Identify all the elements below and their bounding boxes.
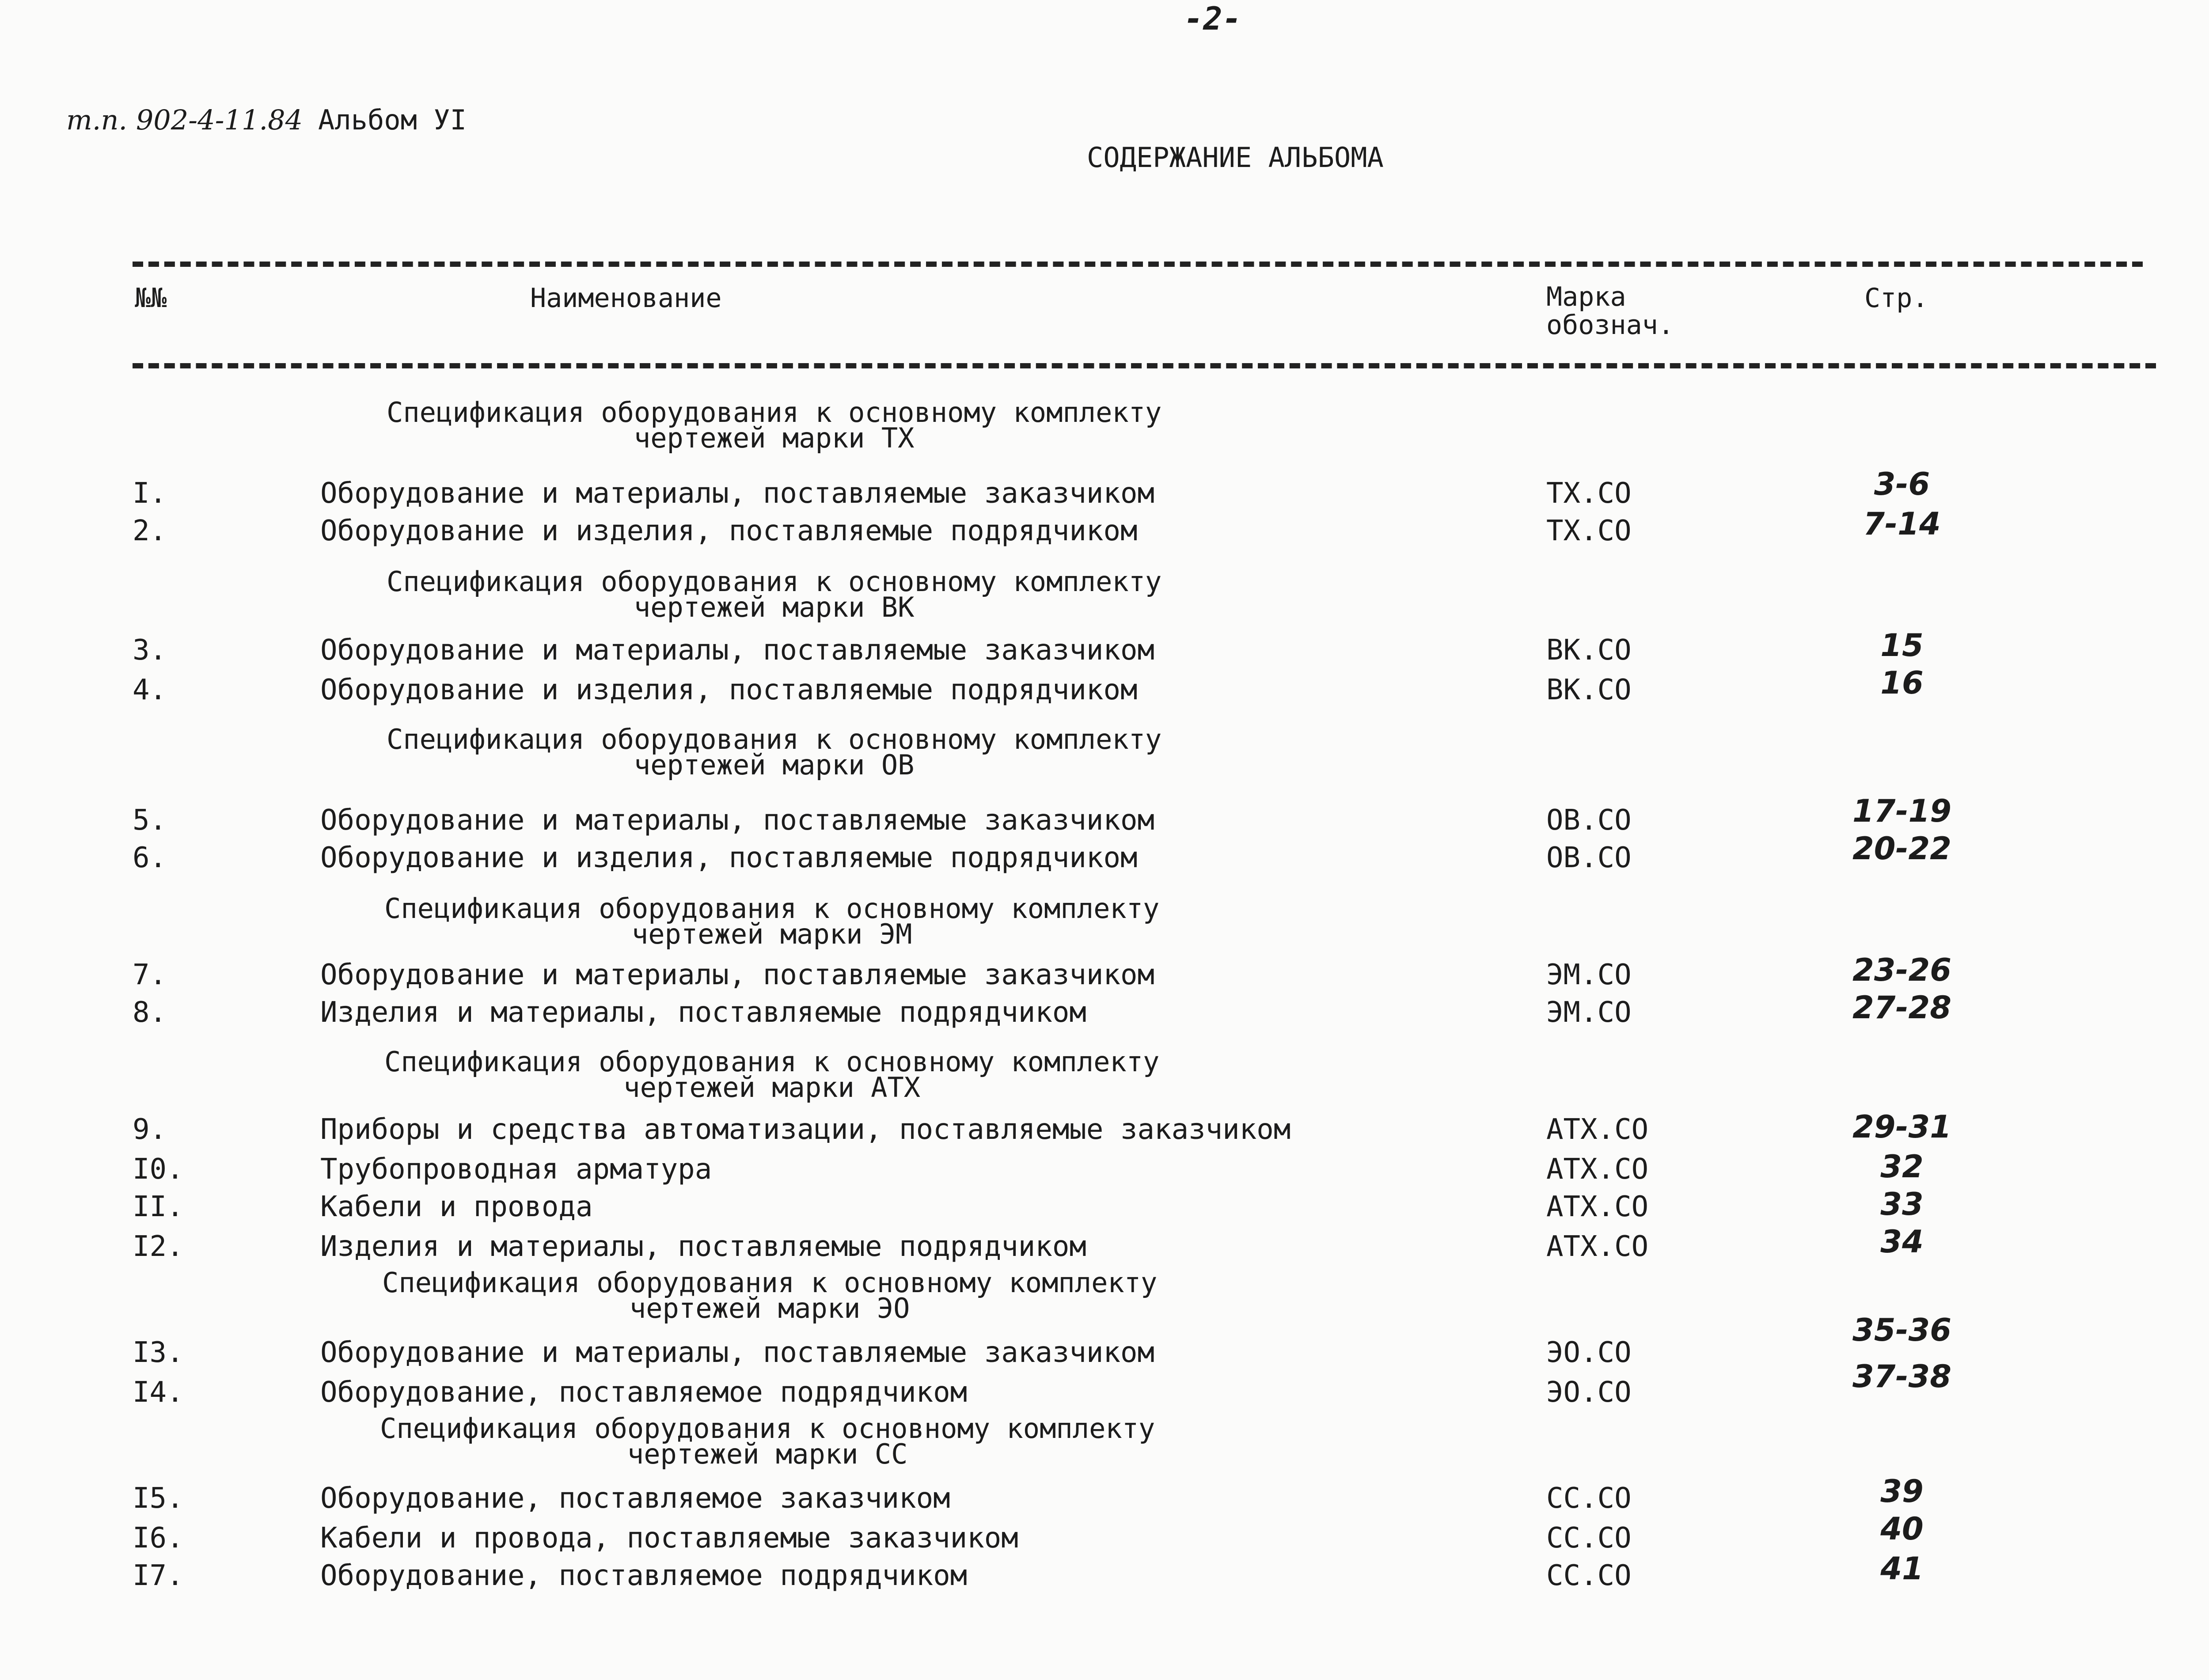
row-number: 7.: [133, 959, 167, 991]
row-name: Оборудование и материалы, поставляемые заказчиком: [320, 804, 1155, 837]
section-heading: [387, 396, 1162, 454]
row-name: Кабели и провода, поставляемые заказчиком: [320, 1522, 1018, 1555]
row-mark: ТХ.СО: [1546, 477, 1632, 510]
section-heading-line2: чертежей марки ЭМ: [631, 918, 912, 950]
section-heading-line1: Спецификация оборудования к основному комплекту: [384, 1046, 1160, 1078]
row-page: 34: [1880, 1224, 1924, 1260]
row-name: Оборудование и изделия, поставляемые подрядчиком: [320, 674, 1138, 706]
row-number: I0.: [133, 1153, 184, 1186]
row-number: 8.: [133, 996, 167, 1029]
section-heading-line2: чертежей марки ЭО: [629, 1292, 910, 1324]
row-number: I2.: [133, 1230, 184, 1263]
row-page: 33: [1880, 1186, 1924, 1222]
row-mark: СС.СО: [1546, 1522, 1632, 1555]
row-name: Оборудование и материалы, поставляемые заказчиком: [320, 959, 1155, 991]
row-mark: ОВ.СО: [1546, 842, 1632, 874]
row-number: II.: [133, 1191, 184, 1223]
section-heading-line2: чертежей марки АТХ: [623, 1071, 921, 1104]
section-heading-line1: Спецификация оборудования к основному комплекту: [387, 396, 1162, 429]
row-number: I7.: [133, 1559, 184, 1592]
section-heading-line2: чертежей марки ОВ: [634, 749, 915, 781]
section-heading-line2: чертежей марки ТХ: [634, 422, 915, 454]
section-heading-line1: Спецификация оборудования к основному комплекту: [387, 565, 1162, 598]
section-heading-line1: Спецификация оборудования к основному комплекту: [387, 723, 1162, 755]
row-page: 20-22: [1852, 831, 1951, 867]
album-ref: т.п. 902-4-11.84: [66, 104, 303, 136]
row-number: 4.: [133, 674, 167, 706]
row-name: Оборудование и изделия, поставляемые подрядчиком: [320, 842, 1138, 874]
row-page: 32: [1880, 1149, 1924, 1185]
column-header-mark: Марка обознач.: [1546, 281, 1674, 341]
row-mark: АТХ.СО: [1546, 1153, 1649, 1186]
row-page: 39: [1880, 1473, 1924, 1509]
section-heading: [384, 1046, 1160, 1104]
row-page: 23-26: [1852, 952, 1951, 988]
section-heading-line1: Спецификация оборудования к основному комплекту: [380, 1412, 1155, 1445]
row-mark: ЭМ.СО: [1546, 996, 1632, 1029]
row-mark: СС.СО: [1546, 1559, 1632, 1592]
row-mark: ОВ.СО: [1546, 804, 1632, 837]
column-header-name: Наименование: [530, 283, 722, 314]
row-number: 9.: [133, 1113, 167, 1146]
row-mark: СС.СО: [1546, 1482, 1632, 1515]
document-title: СОДЕРЖАНИЕ АЛЬБОМА: [1087, 141, 1384, 174]
row-name: Оборудование, поставляемое подрядчиком: [320, 1559, 968, 1592]
row-mark: ЭО.СО: [1546, 1336, 1632, 1369]
row-number: I6.: [133, 1522, 184, 1555]
row-number: I5.: [133, 1482, 184, 1515]
row-page: 16: [1880, 665, 1924, 701]
row-number: 6.: [133, 842, 167, 874]
section-heading: [382, 1267, 1158, 1324]
row-mark: АТХ.СО: [1546, 1191, 1649, 1223]
column-header-number: №№: [135, 283, 167, 314]
row-name: Кабели и провода: [320, 1191, 593, 1223]
section-heading: [387, 565, 1162, 623]
row-page: 41: [1880, 1551, 1924, 1587]
section-heading: [387, 723, 1162, 781]
row-page: 37-38: [1852, 1358, 1951, 1395]
row-name: Оборудование и материалы, поставляемые заказчиком: [320, 477, 1155, 510]
row-page: 7-14: [1863, 506, 1941, 542]
album-label: Альбом УI: [318, 104, 467, 136]
row-name: Приборы и средства автоматизации, поставляемые заказчиком: [320, 1113, 1291, 1146]
row-mark: АТХ.СО: [1546, 1113, 1649, 1146]
page-number: -2-: [1184, 0, 1242, 37]
row-name: Изделия и материалы, поставляемые подрядчиком: [320, 1230, 1086, 1263]
row-page: 3-6: [1874, 466, 1930, 502]
row-name: Оборудование и изделия, поставляемые подрядчиком: [320, 515, 1138, 547]
section-heading-line1: Спецификация оборудования к основному комплекту: [384, 892, 1160, 925]
row-number: I3.: [133, 1336, 184, 1369]
row-number: 3.: [133, 634, 167, 667]
row-number: 2.: [133, 515, 167, 547]
section-heading-line2: чертежей марки СС: [627, 1438, 908, 1470]
section-heading: [384, 892, 1160, 950]
row-page: 40: [1880, 1511, 1924, 1547]
row-mark: ТХ.СО: [1546, 515, 1632, 547]
row-name: Оборудование и материалы, поставляемые заказчиком: [320, 634, 1155, 667]
row-mark: ВК.СО: [1546, 634, 1632, 667]
header-rule-bottom: [133, 363, 2156, 368]
row-number: I4.: [133, 1376, 184, 1409]
header-rule-top: [133, 262, 2143, 267]
row-page: 17-19: [1852, 793, 1951, 829]
row-name: Оборудование, поставляемое подрядчиком: [320, 1376, 968, 1409]
row-name: Трубопроводная арматура: [320, 1153, 712, 1186]
row-mark: ЭО.СО: [1546, 1376, 1632, 1409]
row-mark: ЭМ.СО: [1546, 959, 1632, 991]
row-page: 15: [1880, 627, 1924, 664]
row-page: 29-31: [1852, 1109, 1951, 1145]
row-page: 27-28: [1852, 990, 1951, 1026]
section-heading-line2: чертежей марки ВК: [634, 591, 915, 623]
row-mark: ВК.СО: [1546, 674, 1632, 706]
section-heading-line1: Спецификация оборудования к основному комплекту: [382, 1267, 1158, 1299]
row-name: Оборудование и материалы, поставляемые заказчиком: [320, 1336, 1155, 1369]
row-page: 35-36: [1852, 1312, 1951, 1348]
column-header-page: Стр.: [1864, 283, 1928, 314]
row-name: Оборудование, поставляемое заказчиком: [320, 1482, 950, 1515]
section-heading: [380, 1412, 1155, 1470]
row-mark: АТХ.СО: [1546, 1230, 1649, 1263]
row-number: I.: [133, 477, 167, 510]
row-name: Изделия и материалы, поставляемые подрядчиком: [320, 996, 1086, 1029]
row-number: 5.: [133, 804, 167, 837]
